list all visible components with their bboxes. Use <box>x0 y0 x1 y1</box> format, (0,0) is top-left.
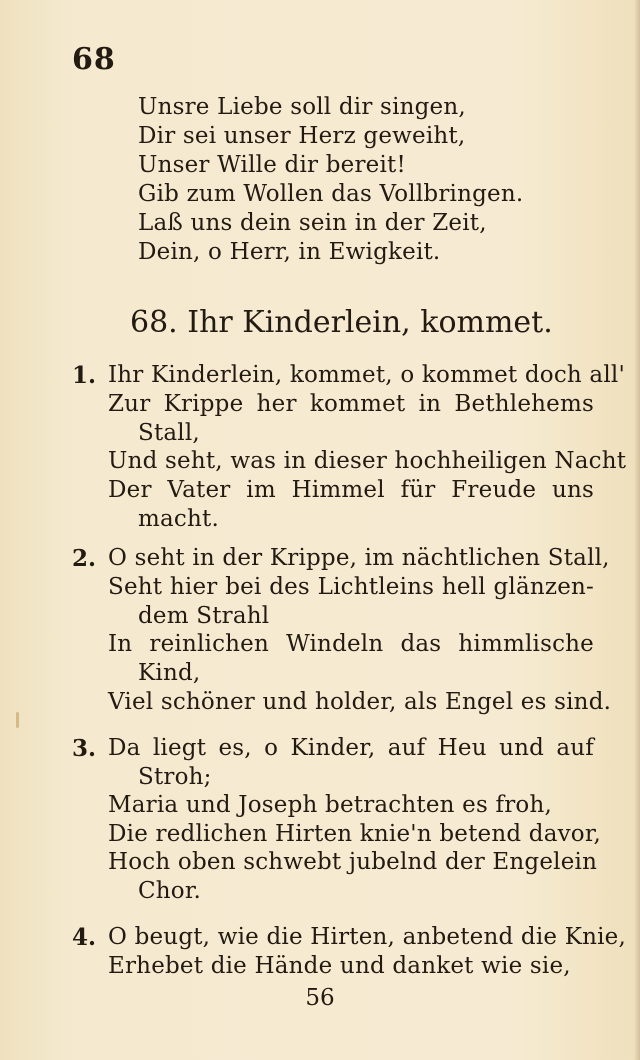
verse-line: Und seht, was in dieser hochheiligen Nacht <box>108 448 627 474</box>
intro-line: Dein, o Herr, in Ewigkeit. <box>138 239 441 265</box>
verse-line: In reinlichen Windeln das himmlische <box>108 631 594 657</box>
page-edge-shadow <box>634 0 640 1060</box>
intro-line: Dir sei unser Herz geweiht, <box>138 123 466 149</box>
verse-number: 3. <box>72 735 97 762</box>
verse-line: Seht hier bei des Lichtleins hell glänzen- <box>108 574 594 600</box>
verse-line: Stall, <box>138 420 200 446</box>
verse-line: dem Strahl <box>138 603 270 629</box>
verse-line: O beugt, wie die Hirten, anbetend die Knie, <box>108 924 627 950</box>
page-number-bottom: 56 <box>305 985 335 1011</box>
verse-line: Erhebet die Hände und danket wie sie, <box>108 953 571 979</box>
verse-line: macht. <box>138 506 219 532</box>
verse-line: O seht in der Krippe, im nächtlichen Stall, <box>108 545 610 571</box>
intro-line: Gib zum Wollen das Vollbringen. <box>138 181 524 207</box>
intro-line: Laß uns dein sein in der Zeit, <box>138 210 487 236</box>
verse-line: Hoch oben schwebt jubelnd der Engelein <box>108 849 598 875</box>
verse-line: Kind, <box>138 660 201 686</box>
verse-line: Da liegt es, o Kinder, auf Heu und auf <box>108 735 594 761</box>
page-number-top: 68 <box>72 42 116 77</box>
verse-line: Der Vater im Himmel für Freude uns <box>108 477 594 503</box>
intro-line: Unsre Liebe soll dir singen, <box>138 94 466 120</box>
verse-line: Zur Krippe her kommet in Bethlehems <box>108 391 594 417</box>
hymn-title: 68. Ihr Kinderlein, kommet. <box>130 305 553 340</box>
verse-number: 4. <box>72 924 97 951</box>
verse-line: Stroh; <box>138 764 212 790</box>
verse-number: 1. <box>72 362 97 389</box>
paper-speck <box>16 712 19 728</box>
verse-line: Die redlichen Hirten knie'n betend davor, <box>108 821 602 847</box>
verse-line: Chor. <box>138 878 202 904</box>
verse-line: Maria und Joseph betrachten es froh, <box>108 792 552 818</box>
intro-line: Unser Wille dir bereit! <box>138 152 406 178</box>
verse-number: 2. <box>72 545 97 572</box>
verse-line: Ihr Kinderlein, kommet, o kommet doch all' <box>108 362 625 388</box>
verse-line: Viel schöner und holder, als Engel es sind. <box>108 689 612 715</box>
